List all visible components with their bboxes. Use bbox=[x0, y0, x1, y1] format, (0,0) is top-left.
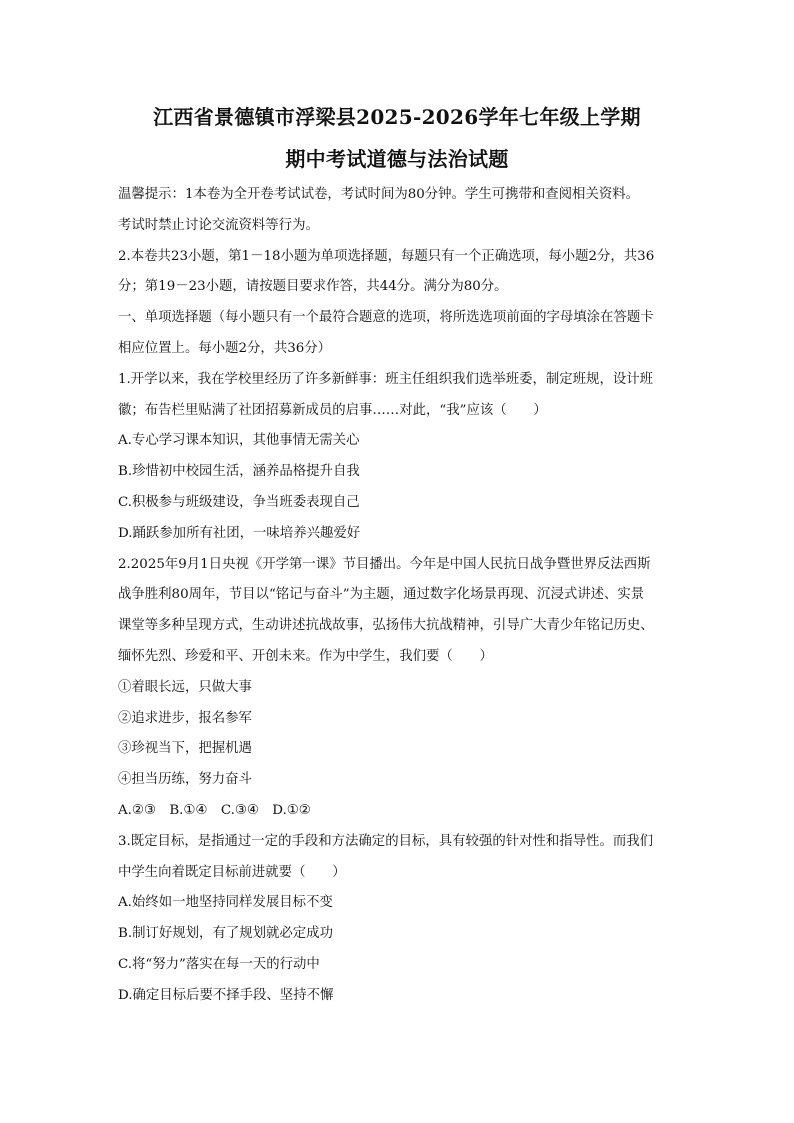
question-1-option-d: D.踊跃参加所有社团，一味培养兴趣爱好 bbox=[118, 525, 361, 541]
question-2-stem-cont-2: 课堂等多种呈现方式，生动讲述抗战故事，弘扬伟大抗战精神，引导广大青少年铭记历史、 bbox=[118, 618, 654, 634]
question-2-stem-cont-3: 缅怀先烈、珍爱和平、开创未来。作为中学生，我们要（ ） bbox=[118, 648, 493, 664]
question-1-stem-cont: 徽；布告栏里贴满了社团招募新成员的启事……对此，“我”应该（ ） bbox=[118, 402, 547, 418]
exam-subtitle: 期中考试道德与法治试题 bbox=[285, 147, 509, 171]
question-2-item-3: ③珍视当下，把握机遇 bbox=[118, 741, 252, 757]
question-1-option-a: A.专心学习课本知识，其他事情无需关心 bbox=[118, 433, 360, 449]
notice-line-2: 考试时禁止讨论交流资料等行为。 bbox=[118, 217, 319, 233]
question-1-stem: 1.开学以来，我在学校里经历了许多新鲜事：班主任组织我们选举班委，制定班规，设计班 bbox=[118, 371, 654, 387]
question-2-item-1: ①着眼长远，只做大事 bbox=[118, 679, 252, 695]
question-2-options: A.②③ B.①④ C.③④ D.①② bbox=[118, 802, 311, 818]
notice-line-4: 分；第19－23小题，请按题目要求作答，共44分。满分为80分。 bbox=[118, 279, 508, 295]
question-1-option-c: C.积极参与班级建设，争当班委表现自己 bbox=[118, 494, 360, 510]
question-3-option-c: C.将“努力”落实在每一天的行动中 bbox=[118, 956, 320, 972]
question-3-option-a: A.始终如一地坚持同样发展目标不变 bbox=[118, 895, 333, 911]
section-heading-cont: 相应位置上。每小题2分，共36分） bbox=[118, 340, 332, 356]
question-3-option-d: D.确定目标后要不择手段、坚持不懈 bbox=[118, 987, 334, 1003]
question-2-item-2: ②追求进步，报名参军 bbox=[118, 710, 252, 726]
question-3-stem-cont: 中学生向着既定目标前进就要（ ） bbox=[118, 864, 346, 880]
question-2-stem-cont-1: 战争胜利80周年，节目以“铭记与奋斗”为主题，通过数字化场景再现、沉浸式讲述、实景 bbox=[118, 587, 645, 603]
question-3-stem: 3.既定目标，是指通过一定的手段和方法确定的目标，具有较强的针对性和指导性。而我们 bbox=[118, 833, 654, 849]
question-2-stem: 2.2025年9月1日央视《开学第一课》节目播出。今年是中国人民抗日战争暨世界反法西斯 bbox=[118, 556, 651, 572]
question-3-option-b: B.制订好规划，有了规划就必定成功 bbox=[118, 926, 333, 942]
notice-line-1: 温馨提示：1本卷为全开卷考试试卷，考试时间为80分钟。学生可携带和查阅相关资料。 bbox=[118, 187, 640, 202]
section-heading: 一、单项选择题（每小题只有一个最符合题意的选项，将所选选项前面的字母填涂在答题卡 bbox=[118, 310, 654, 326]
notice-line-3: 2.本卷共23小题，第1－18小题为单项选择题，每题只有一个正确选项，每小题2分，共36 bbox=[118, 248, 655, 264]
exam-title: 江西省景德镇市浮梁县2025-2026学年七年级上学期 bbox=[153, 105, 641, 129]
exam-body bbox=[118, 180, 680, 1012]
question-1-option-b: B.珍惜初中校园生活，涵养品格提升自我 bbox=[118, 464, 360, 480]
question-2-item-4: ④担当历练，努力奋斗 bbox=[118, 772, 252, 788]
